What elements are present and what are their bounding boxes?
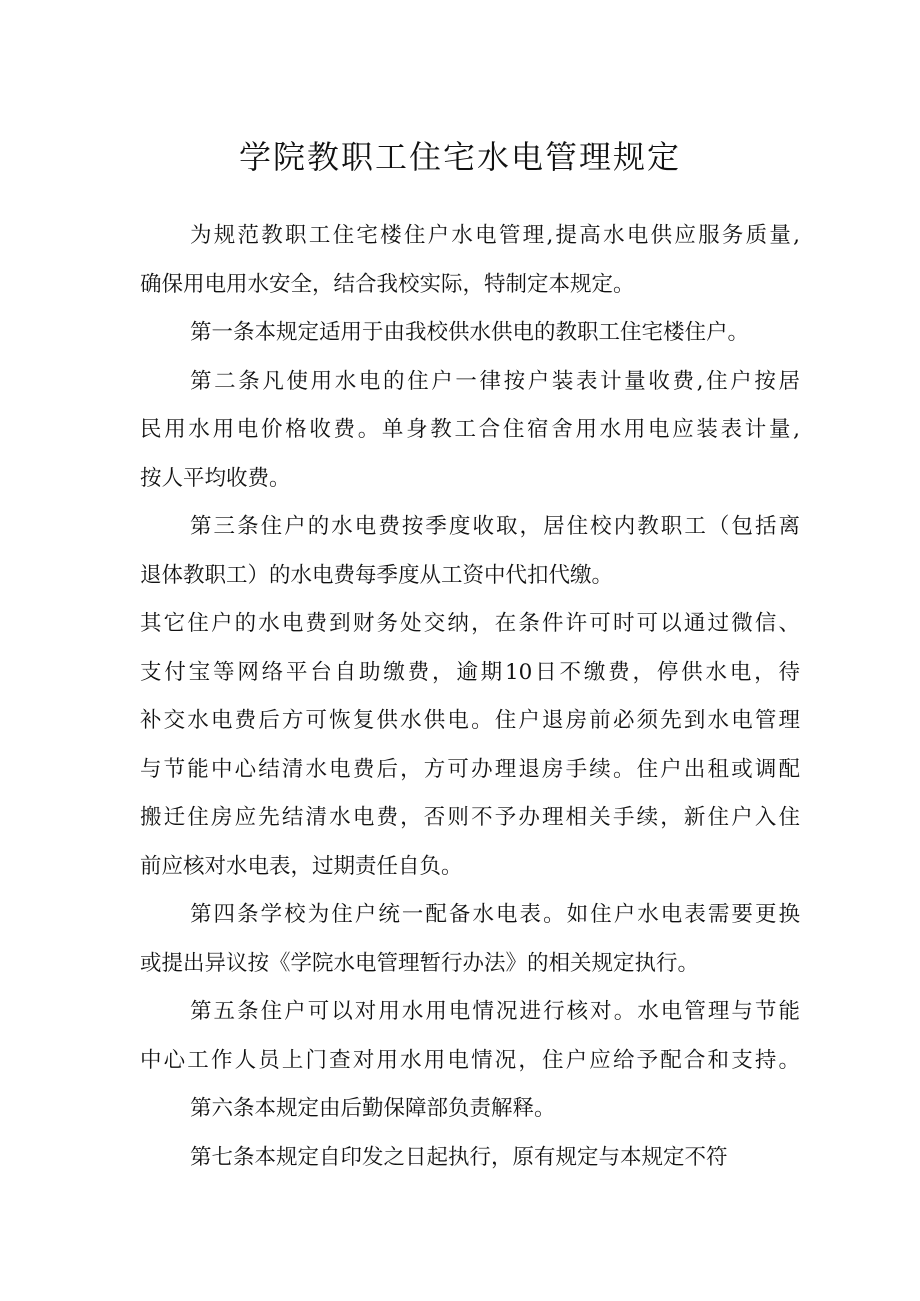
paragraph-line: 支付宝等网络平台自助缴费，逾期10日不缴费，停供水电，待 — [140, 659, 800, 685]
paragraph-line: 搬迁住房应先结清水电费，否则不予办理相关手续，新住户入住 — [140, 805, 800, 830]
paragraph-line: 第四条学校为住户统一配备水电表。如住户水电表需要更换 — [190, 902, 800, 927]
paragraph-line: 补交水电费后方可恢复供水供电。住户退房前必须先到水电管理 — [140, 708, 800, 733]
paragraph-line: 与节能中心结清水电费后，方可办理退房手续。住户出租或调配 — [140, 756, 800, 782]
paragraph-line: 第二条凡使用水电的住户一律按户装表计量收费,住户按居 — [190, 368, 800, 394]
paragraph-line: 第七条本规定自印发之日起执行，原有规定与本规定不符 — [190, 1144, 728, 1170]
paragraph-line: 民用水用电价格收费。单身教工合住宿舍用水用电应装表计量, — [140, 417, 800, 442]
paragraph-line: 第五条住户可以对用水用电情况进行核对。水电管理与节能 — [190, 999, 800, 1024]
paragraph-line: 确保用电用水安全，结合我校实际，特制定本规定。 — [140, 271, 635, 297]
paragraph-line: 或提出异议按《学院水电管理暂行办法》的相关规定执行。 — [140, 950, 700, 976]
paragraph-line: 第六条本规定由后勤保障部负责解释。 — [190, 1096, 556, 1121]
paragraph-line: 其它住户的水电费到财务处交纳，在条件许可时可以通过微信、 — [140, 611, 800, 636]
paragraph-line: 第一条本规定适用于由我校供水供电的教职工住宅楼住户。 — [190, 320, 750, 345]
document-title: 学院教职工住宅水电管理规定 — [238, 138, 681, 176]
paragraph-line: 第三条住户的水电费按季度收取，居住校内教职工（包括离 — [190, 514, 800, 539]
document-body — [140, 212, 800, 1182]
paragraph-line: 为规范教职工住宅楼住户水电管理,提高水电供应服务质量, — [190, 223, 800, 248]
paragraph-line: 按人平均收费。 — [140, 465, 291, 491]
paragraph-line: 退体教职工）的水电费每季度从工资中代扣代缴。 — [140, 562, 614, 588]
paragraph-line: 中心工作人员上门查对用水用电情况，住户应给予配合和支持。 — [140, 1047, 800, 1073]
paragraph-line: 前应核对水电表，过期责任自负。 — [140, 853, 463, 879]
